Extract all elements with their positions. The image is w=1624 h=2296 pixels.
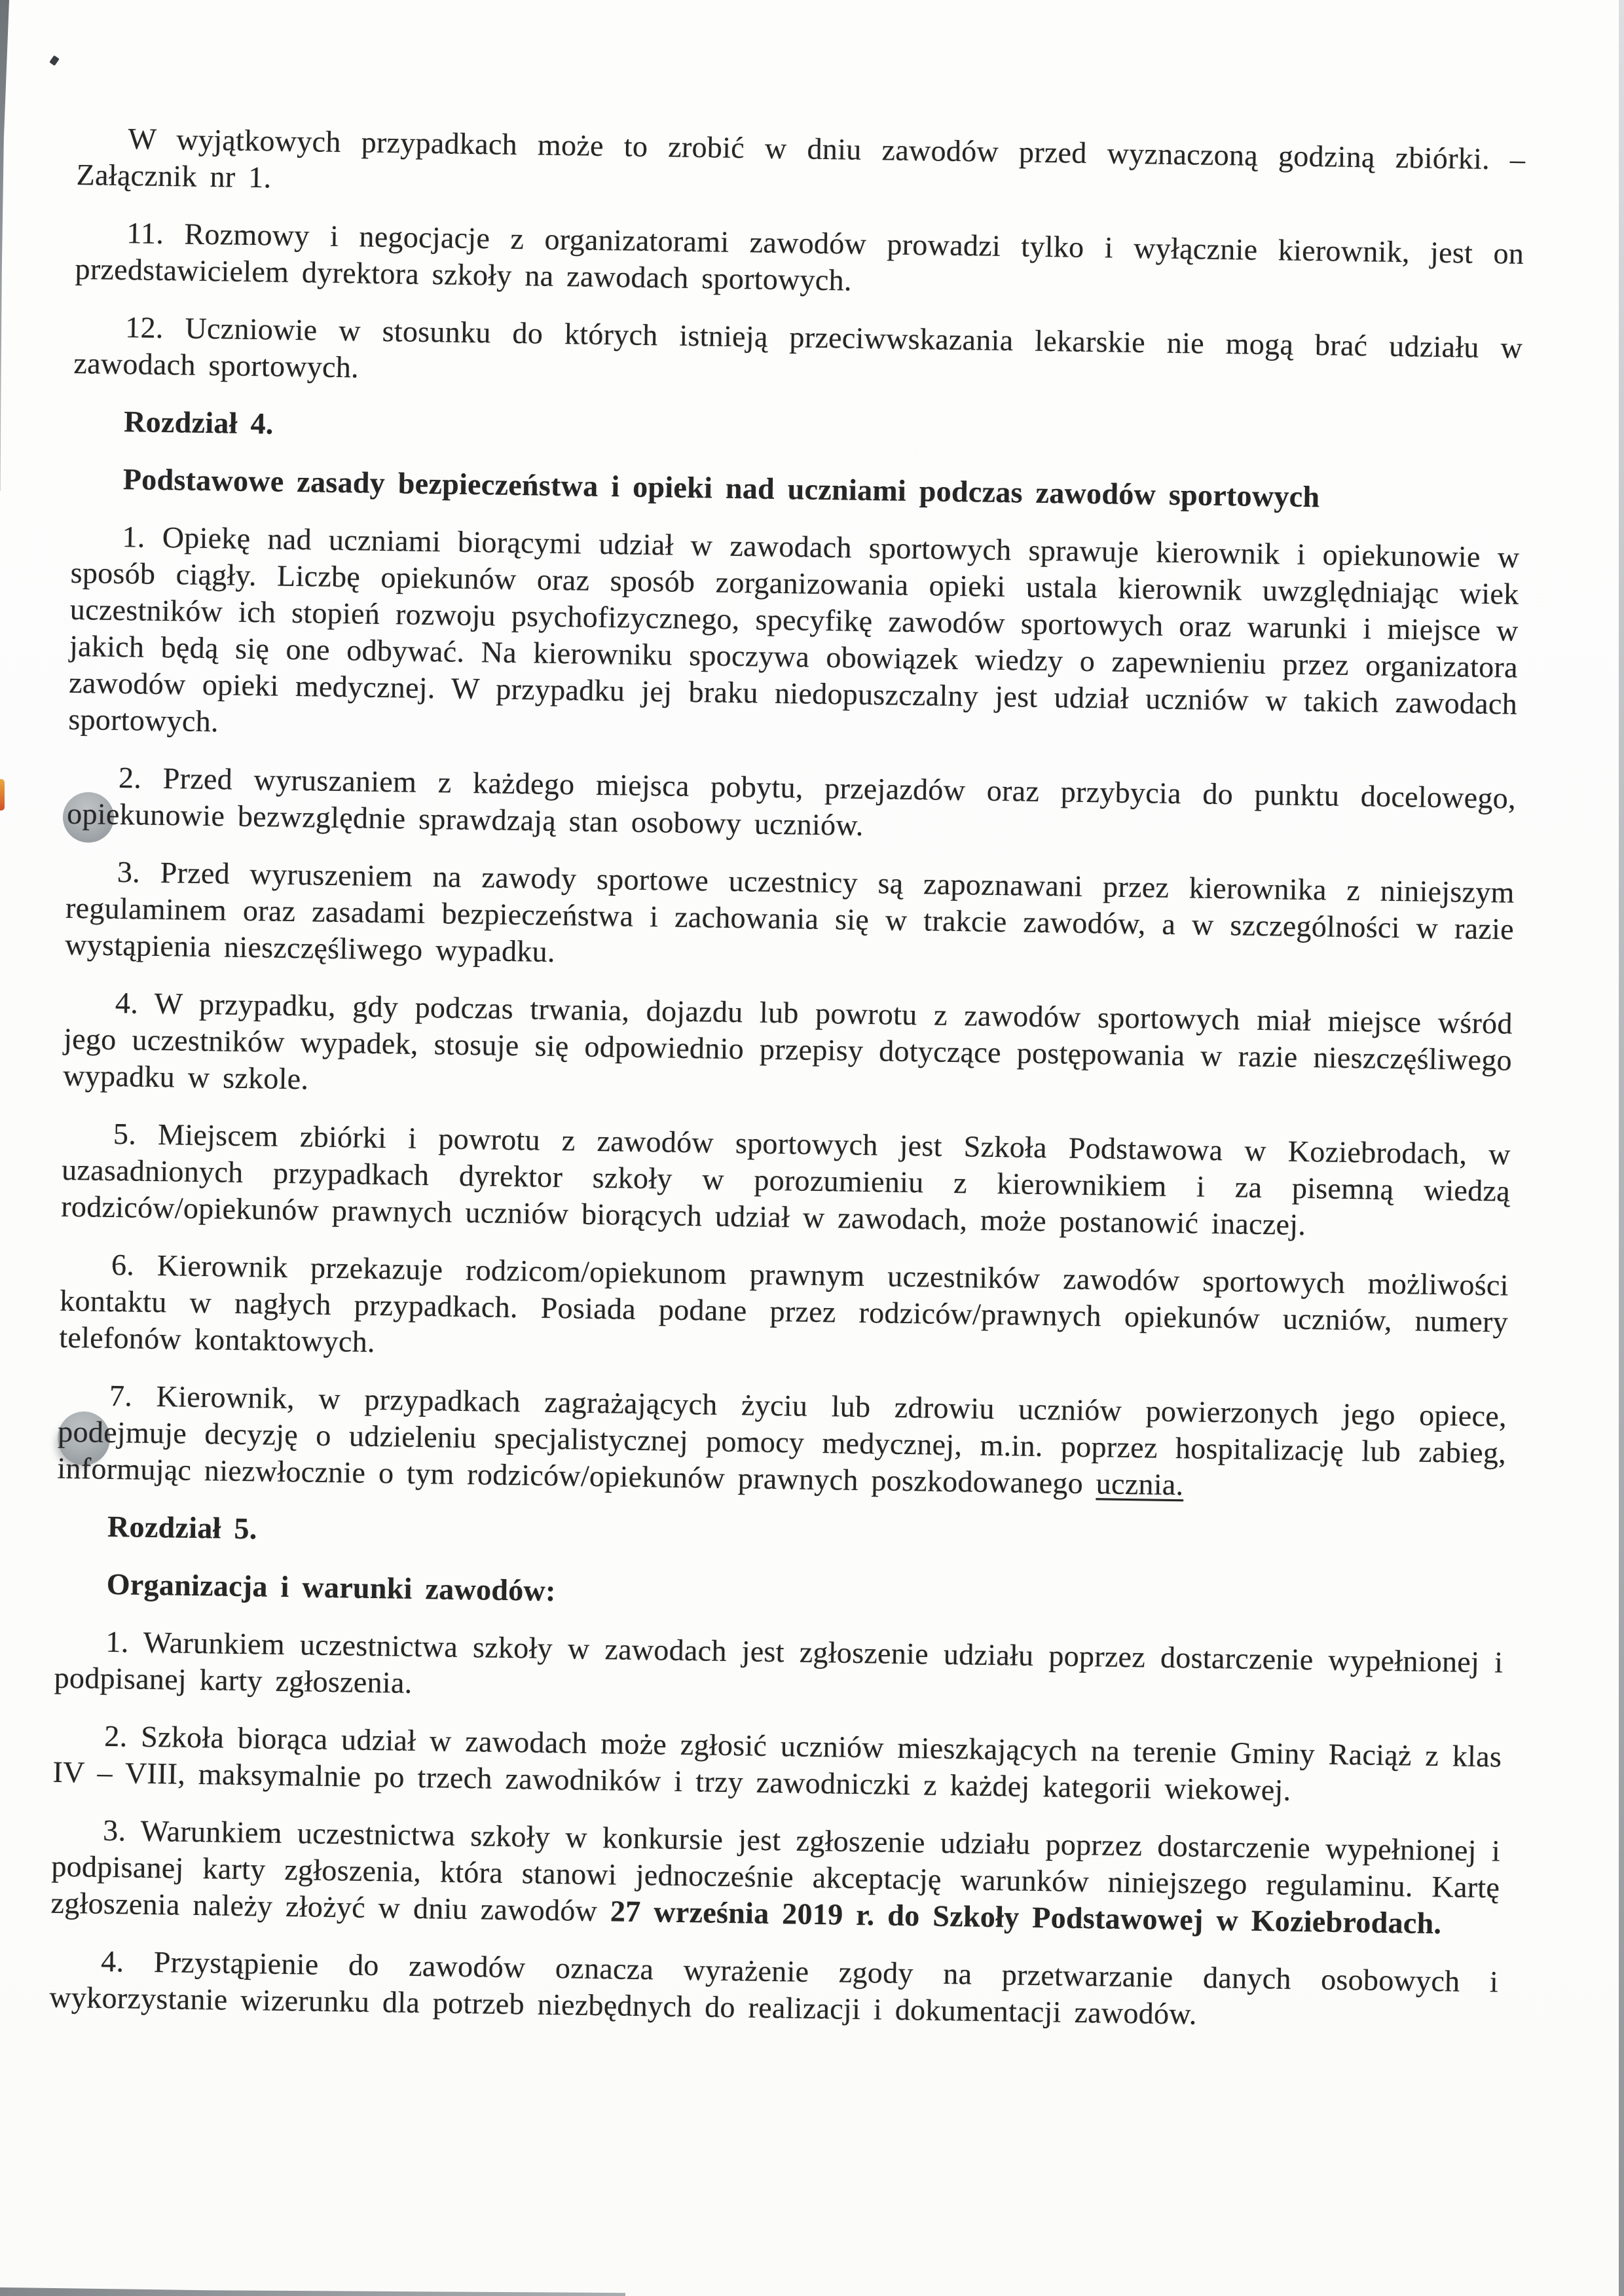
text-run: 2. Przed wyruszaniem z każdego miejsca pobytu, przejazdów oraz przybycia do punktu docelowego, opiekunowie bezwzględnie sprawdzają stan osobowy uczniów. — [66, 761, 1517, 842]
text-run: Rozdział 4. — [123, 405, 274, 441]
paragraph — [54, 1623, 1503, 1718]
paragraph — [49, 1942, 1498, 2037]
paragraph — [68, 518, 1520, 759]
text-run: 27 września 2019 r. do Szkoły Podstawowej w Koziebrodach. — [610, 1894, 1442, 1941]
chapter-heading — [71, 460, 1521, 519]
text-run: 12. Uczniowie w stosunku do których istnieją przeciwwskazania lekarskie nie mogą brać udziału w zawodach sportowych. — [73, 310, 1523, 384]
text-run: 4. Przystąpienie do zawodów oznacza wyrażenie zgody na przetwarzanie danych osobowych i wykorzystanie wizerunku dla potrzeb niezbędnych do realizacji i dokumentacji zawodów. — [49, 1944, 1499, 2031]
scan-edge-right — [1619, 0, 1624, 2296]
paragraph — [50, 1812, 1500, 1943]
paragraph — [63, 984, 1513, 1116]
text-run: 7. Kierownik, w przypadkach zagrażających życiu lub zdrowiu uczniów powierzonych jego opiece, podejmuje decyzję o udzieleniu specjalistycznej pomocy medycznej, m.in. poprzez hospitalizację lub zabieg, informując niezwłocznie o tym rodziców/opiekunów prawnych poszkodowanego — [57, 1378, 1507, 1501]
paragraph — [59, 1246, 1509, 1377]
text-run: 6. Kierownik przekazuje rodzicom/opiekunom prawnym uczestników zawodów sportowych możliwości kontaktu w nagłych przypadkach. Posiada podane przez rodziców/prawnych opiekunów uczniów, numery telefonów kontaktowych. — [59, 1247, 1509, 1358]
text-run: 3. Przed wyruszeniem na zawody sportowe uczestnicy są zapoznawani przez kierownika z niniejszym regulaminem oraz zasadami bezpieczeństwa i zachowania się w trakcie zawodów, a w szczególności w razie wystąpienia nieszczęśliwego wypadku. — [64, 855, 1515, 968]
paragraph — [57, 1377, 1507, 1508]
scan-fleck-orange — [0, 779, 5, 811]
text-run: ucznia. — [1096, 1467, 1184, 1502]
chapter-heading — [73, 403, 1522, 461]
paragraph — [52, 1717, 1502, 1812]
paragraph — [73, 308, 1522, 403]
text-run: 3. Warunkiem uczestnictwa szkoły w konkursie jest zgłoszenie udziału poprzez dostarczenie wypełnionej i podpisanej karty zgłoszenia, która stanowi jednocześnie akceptację warunków niniejszego regulaminu. Kartę zgłoszenia należy złożyć w dniu zawodów — [50, 1813, 1501, 1928]
text-run: Organizacja i warunki zawodów: — [106, 1567, 557, 1608]
scan-edge-left — [0, 0, 9, 491]
scan-edge-bottom — [0, 2286, 625, 2296]
paragraph — [65, 853, 1515, 985]
text-run: Rozdział 5. — [107, 1509, 257, 1546]
text-run: 1. Warunkiem uczestnictwa szkoły w zawodach jest zgłoszenie udziału poprzez dostarczenie wypełnionej i podpisanej karty zgłoszenia. — [54, 1624, 1504, 1700]
text-run: 11. Rozmowy i negocjacje z organizatorami zawodów prowadzi tylko i wyłącznie kierownik, jest on przedstawicielem dyrektora szkoły na zawodach sportowych. — [75, 216, 1524, 297]
text-run: Podstawowe zasady bezpieczeństwa i opieki nad uczniami podczas zawodów sportowych — [122, 462, 1320, 514]
text-run: 2. Szkoła biorąca udział w zawodach może zgłosić uczniów mieszkających na terenie Gminy Raciąż z klas IV – VIII, maksymalnie po trzech zawodników i trzy zawodniczki z każdej kategorii wiekowej. — [52, 1719, 1502, 1807]
text-run: 1. Opiekę nad uczniami biorącymi udział w zawodach sportowych sprawuje kierownik i opiekunowie w sposób ciągły. Liczbę opiekunów oraz sposób zorganizowania opieki ustala kierownik uwzględniając wiek uczestników ich stopień rozwoju psychofizycznego, specyfikę zawodów sportowych oraz warunki i miejsce w jakich będą się one odbywać. Na kierowniku spoczywa obowiązek wiedzy o zapewnieniu przez organizatora zawodów opieki medycznej. W przypadku jej braku niedopuszczalny jest udział uczniów w takich zawodach sportowych. — [68, 520, 1520, 738]
text-run: 4. W przypadku, gdy podczas trwania, dojazdu lub powrotu z zawodów sportowych miał miejsce wśród jego uczestników wypadek, stosuje się odpowiednio przepisy dotyczące postępowania w razie nieszczęśliwego wypadku w szkole. — [62, 986, 1513, 1096]
document-text — [49, 120, 1526, 2058]
text-run: W wyjątkowych przypadkach może to zrobić w dniu zawodów przed wyznaczoną godziną zbiórki. – Załącznik nr 1. — [76, 122, 1526, 194]
scan-speck — [49, 55, 60, 65]
chapter-heading — [55, 1565, 1504, 1624]
paragraph — [76, 120, 1525, 215]
paragraph — [61, 1115, 1511, 1247]
text-run: 5. Miejscem zbiórki i powrotu z zawodów sportowych jest Szkoła Podstawowa w Koziebrodach, w uzasadnionych przypadkach dyrektor szkoły w porozumieniu z kierownikiem i za pisemną wiedzą rodziców/opiekunów prawnych uczniów biorących udział w zawodach, może postanowić inaczej. — [61, 1116, 1511, 1242]
paragraph — [67, 759, 1516, 854]
paragraph — [75, 214, 1524, 309]
chapter-heading — [56, 1508, 1505, 1566]
